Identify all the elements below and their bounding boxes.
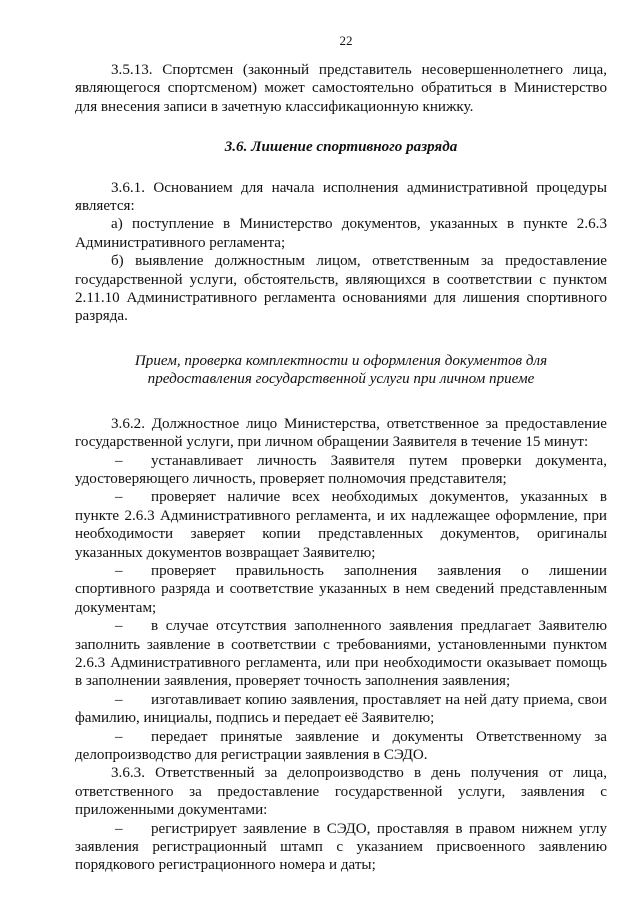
list-item (75, 452, 607, 489)
list-item-text: изготавливает копию заявления, проставляет на ней дату приема, свои фамилию, инициалы, подпись и передает её Заявителю; (75, 691, 607, 727)
list-item-text: в случае отсутствия заполненного заявления предлагает Заявителю заполнить заявление в соответствии с требованиями, установленными пунктом 2.6.3 Административного регламента, или при необходимости оказывает помощь в заполнении заявления, проверяет точность заполнения заявления; (75, 618, 607, 690)
dash-marker: – (115, 452, 123, 469)
list-item-text: регистрирует заявление в СЭДО, проставляя в правом нижнем углу заявления регистрационный штамп с указанием присвоенного заявлению порядкового регистрационного номера и даты; (75, 820, 607, 874)
list-item-text: устанавливает личность Заявителя путем проверки документа, удостоверяющего личность, проверяет полномочия представителя; (75, 452, 607, 487)
paragraph-3-6-3: 3.6.3. Ответственный за делопроизводство в день получения от лица, ответственного за предоставление государственной услуги, заявления с приложенными документами: (75, 765, 607, 819)
dash-marker: – (115, 691, 123, 708)
paragraph-3-6-1-b: б) выявление должностным лицом, ответственным за предоставление государственной услуги, обстоятельств, являющихся в соответствии с пунктом 2.11.10 Административного регламента основаниями для лишения спортивного разряда. (75, 253, 607, 325)
dash-marker: – (115, 618, 123, 635)
list-item (75, 562, 607, 617)
paragraph-3-5-13: 3.5.13. Спортсмен (законный представитель несовершеннолетнего лица, являющегося спортсменом) может самостоятельно обратиться в Министерство для внесения записи в зачетную классификационную книжку. (75, 62, 607, 115)
list-item (75, 488, 607, 562)
dash-marker: – (115, 562, 123, 579)
paragraph-3-6-2: 3.6.2. Должностное лицо Министерства, ответственное за предоставление государственной услуги, при личном обращении Заявителя в течение 15 минут: (75, 415, 607, 451)
page-number: 22 (339, 33, 353, 48)
list-item-text: передает принятые заявление и документы Ответственному за делопроизводство для регистрации заявления в СЭДО. (75, 728, 607, 763)
list-item (75, 617, 607, 691)
list-item-text: проверяет правильность заполнения заявления о лишении спортивного разряда и соответствие указанных в нем сведений представленным документам; (75, 562, 607, 616)
dash-marker: – (115, 820, 123, 837)
list-item (75, 728, 607, 765)
paragraph-3-6-1: 3.6.1. Основанием для начала исполнения административной процедуры является: (75, 179, 607, 215)
list-item (75, 691, 607, 728)
section-heading-3-6: 3.6. Лишение спортивного разряда (224, 139, 458, 156)
subsection-heading: Прием, проверка комплектности и оформления документов для предоставления государственной услуги при личном приеме (134, 352, 548, 388)
dash-marker: – (115, 489, 123, 506)
dash-marker: – (115, 728, 123, 745)
paragraph-3-6-1-a: а) поступление в Министерство документов, указанных в пункте 2.6.3 Административного регламента; (75, 216, 607, 251)
list-item (75, 820, 607, 875)
list-item-text: проверяет наличие всех необходимых документов, указанных в пункте 2.6.3 Административного регламента, и их надлежащее оформление, при необходимости заверяет копии представленных документов, оригиналы указанных документов возвращает Заявителю; (75, 489, 607, 561)
